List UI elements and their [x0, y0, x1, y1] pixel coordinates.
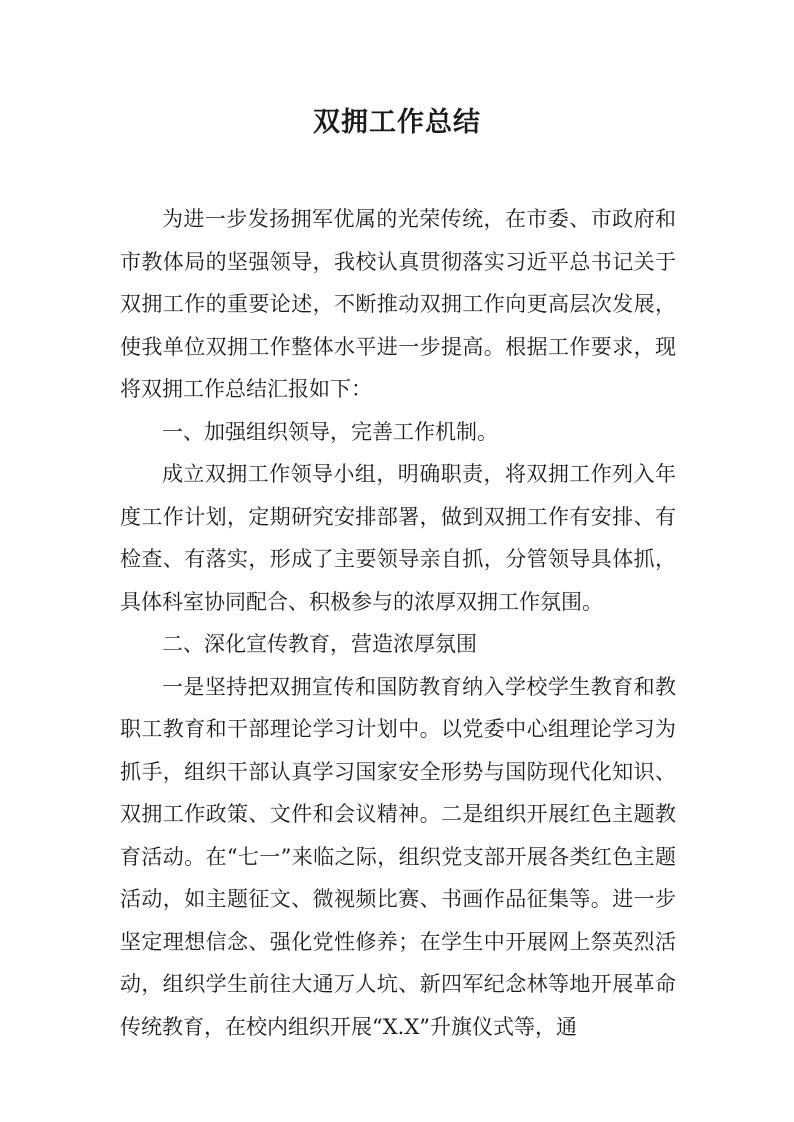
- document-body: [120, 198, 676, 1048]
- section-heading-2: 二、深化宣传教育，营造浓厚氛围: [162, 632, 477, 656]
- document-title: 双拥工作总结: [313, 107, 481, 138]
- section-heading-1: 一、加强组织领导，完善工作机制。: [162, 419, 498, 444]
- section-paragraph-2: 一是坚持把双拥宣传和国防教育纳入学校学生教育和教职工教育和干部理论学习计划中。以党委中心组理论学习为抓手，组织干部认真学习国家安全形势与国防现代化知识、双拥工作政策、文件和会议精神。二是组织开展红色主题教育活动。在“七一”来临之际，组织党支部开展各类红色主题活动，如主题征文、微视频比赛、书画作品征集等。进一步坚定理想信念、强化党性修养；在学生中开展网上祭英烈活动，组织学生前往大通万人坑、新四军纪念林等地开展革命传统教育，在校内组织开展“X.X”升旗仪式等，通: [120, 674, 676, 1039]
- intro-paragraph: 为进一步发扬拥军优属的光荣传统，在市委、市政府和市教体局的坚强领导，我校认真贯彻落实习近平总书记关于双拥工作的重要论述，不断推动双拥工作向更高层次发展，使我单位双拥工作整体水平进一步提高。根据工作要求，现将双拥工作总结汇报如下：: [120, 207, 676, 401]
- section-paragraph-1: 成立双拥工作领导小组，明确职责，将双拥工作列入年度工作计划，定期研究安排部署，做到双拥工作有安排、有检查、有落实，形成了主要领导亲自抓，分管领导具体抓，具体科室协同配合、积极参与的浓厚双拥工作氛围。: [120, 462, 676, 614]
